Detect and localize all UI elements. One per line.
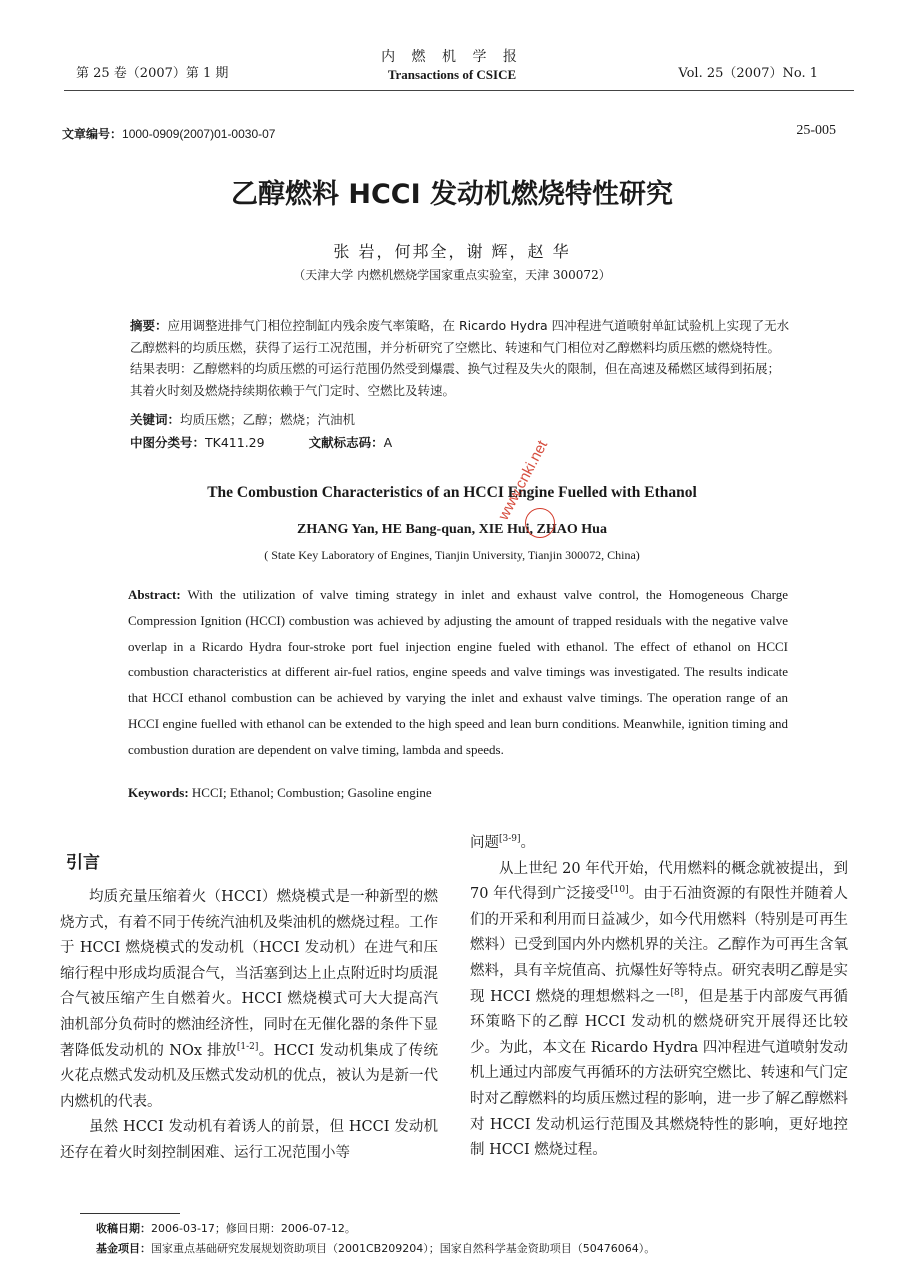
article-code: 25-005 xyxy=(796,123,836,138)
watermark-circle xyxy=(525,508,555,538)
affiliation-cn: （天津大学 内燃机燃烧学国家重点实验室，天津 300072） xyxy=(293,268,611,282)
abstract-en xyxy=(128,582,788,763)
abstract-cn-label: 摘要： xyxy=(130,318,168,333)
paper-title-en: The Combustion Characteristics of an HCCI Engine Fuelled with Ethanol xyxy=(207,484,697,501)
keywords-en xyxy=(128,785,432,801)
citation: [3-9] xyxy=(499,834,521,845)
citation: [1-2] xyxy=(236,1041,259,1052)
abstract-cn-text: 应用调整进排气门相位控制缸内残余废气率策略，在 Ricardo Hydra 四冲程进气道喷射单缸试验机上实现了无水乙醇燃料的均质压燃，获得了运行工况范围，并分析研究了空燃比、转速和气门相位对乙醇燃料均质压燃的燃烧特性。结果表明：乙醇燃料的均质压燃的可运行范围仍然受到爆震、换气过程及失火的限制，但在高速及稀燃区域得到拓展；其着火时刻及燃烧持续期依赖于气门定时、空燃比及转速。 xyxy=(130,318,790,398)
footnote-dates xyxy=(96,1220,356,1236)
section-heading-introduction: 引言 xyxy=(66,853,100,873)
header-volume-en: Vol. 25（2007）No. 1 xyxy=(678,66,818,81)
paragraph-text: 从上世纪 20 年代开始，代用燃料的概念就被提出，到 70 年代得到广泛接受 xyxy=(470,860,848,903)
abstract-cn xyxy=(130,315,790,401)
keywords-cn xyxy=(130,410,355,428)
paragraph-text: 。 xyxy=(520,835,536,851)
keywords-cn-text: 均质压燃；乙醇；燃烧；汽油机 xyxy=(180,412,356,427)
doc-code-value: A xyxy=(383,435,393,450)
paragraph-text: 。由于石油资源的有限性并随着人们的开采和利用而日益减少，如今代用燃料（特别是可再生燃料）已受到国内外内燃机界的关注。乙醇作为可再生含氧燃料，具有辛烷值高、抗爆性好等特点。研究表明乙醇是实现 HCCI 燃烧的理想燃料之一 xyxy=(470,886,849,1005)
body-column-left xyxy=(60,885,438,1167)
citation: [8] xyxy=(670,987,684,998)
watermark-text: www.cnki.net xyxy=(495,437,552,523)
footnote-dates-label: 收稿日期： xyxy=(96,1222,151,1235)
clc-label: 中图分类号： xyxy=(130,435,206,450)
footnote-divider xyxy=(80,1213,180,1214)
paragraph: 虽然 HCCI 发动机有着诱人的前景，但 HCCI 发动机还存在着火时刻控制困难、运行工况范围小等 xyxy=(60,1119,438,1161)
abstract-en-text: With the utilization of valve timing strategy in inlet and exhaust valve control, the Homogeneous Charge Compression Ignition (HCCI) combustion was achieved by adjusting the amount of trapped residuals with the negative valve overlap in a Ricardo Hydra four-stroke port fuel injection engine fueled with ethanol. The effect of ethanol on HCCI combustion characteristics at different air-fuel ratios, engine speeds and valve timings was investigated. The results indicate that HCCI ethanol combustion can be achieved by varying the inlet and exhaust valve timings. The operation range of an HCCI engine fuelled with ethanol can be extended to the high speed and lean burn conditions. Meanwhile, ignition timing and combustion duration are dependent on valve timing, lambda and speeds. xyxy=(128,587,789,757)
keywords-cn-label: 关键词： xyxy=(130,412,181,427)
journal-name-cn: 内 燃 机 学 报 xyxy=(381,49,523,65)
footnote-funding-text: 国家重点基础研究发展规划资助项目（2001CB209204）；国家自然科学基金资助项目（50476064）。 xyxy=(151,1242,656,1255)
footnote-funding-label: 基金项目： xyxy=(96,1242,151,1255)
footnote-dates-text: 2006-03-17；修回日期：2006-07-12。 xyxy=(151,1222,356,1235)
abstract-en-label: Abstract: xyxy=(128,587,181,602)
keywords-en-label: Keywords: xyxy=(128,785,189,800)
paragraph-text: ，但是基于内部废气再循环策略下的乙醇 HCCI 发动机的燃烧研究开展得还比较少。为此，本文在 Ricardo Hydra 四冲程进气道喷射发动机上通过内部废气再循环的方法研究空燃比、转速和气门定时对乙醇燃料的均质压燃过程的影响，进一步了解乙醇燃料对 HCCI 发动机运行范围及其燃烧特性的影响，更好地控制 HCCI 燃烧过程。 xyxy=(470,988,849,1159)
paragraph xyxy=(470,857,848,1164)
paragraph-continued xyxy=(470,831,848,857)
paper-title-cn: 乙醇燃料 HCCI 发动机燃烧特性研究 xyxy=(230,179,674,210)
footnote-funding xyxy=(96,1240,655,1256)
article-number-value: 1000-0909(2007)01-0030-07 xyxy=(122,127,276,141)
article-number xyxy=(62,125,275,142)
paragraph-text: 均质充量压缩着火（HCCI）燃烧模式是一种新型的燃烧方式，有着不同于传统汽油机及柴油机的燃烧过程。工作于 HCCI 燃烧模式的发动机（HCCI 发动机）在进气和压缩行程中形成均质混合气，当活塞到达上止点附近时均质混合气被压缩产生自燃着火。HCCI 燃烧模式可大大提高汽油机部分负荷时的燃油经济性，同时在无催化器的条件下显著降低发动机的 NOx 排放 xyxy=(60,889,438,1059)
classification-line xyxy=(130,433,392,451)
citation: [10] xyxy=(610,885,629,896)
doc-code-label: 文献标志码： xyxy=(308,435,384,450)
journal-name-en: Transactions of CSICE xyxy=(387,67,517,82)
authors-en: ZHANG Yan, HE Bang-quan, XIE Hui, ZHAO Hua xyxy=(297,522,607,537)
paragraph-text: 问题 xyxy=(470,835,499,851)
header-volume-issue: 第 25 卷（2007）第 1 期 xyxy=(76,66,229,81)
authors-cn: 张 岩，何邦全，谢 辉，赵 华 xyxy=(333,242,571,261)
keywords-en-text: HCCI; Ethanol; Combustion; Gasoline engine xyxy=(191,785,432,800)
article-number-label: 文章编号： xyxy=(62,127,123,141)
header-divider xyxy=(64,90,854,91)
body-column-right xyxy=(470,831,848,1164)
paragraph xyxy=(60,885,438,1115)
clc-value: TK411.29 xyxy=(205,435,265,450)
paragraph-text: 。HCCI 发动机集成了传统火花点燃式发动机及压燃式发动机的优点，被认为是新一代内燃机的代表。 xyxy=(60,1042,438,1110)
affiliation-en: ( State Key Laboratory of Engines, Tianjin University, Tianjin 300072, China) xyxy=(264,548,640,562)
